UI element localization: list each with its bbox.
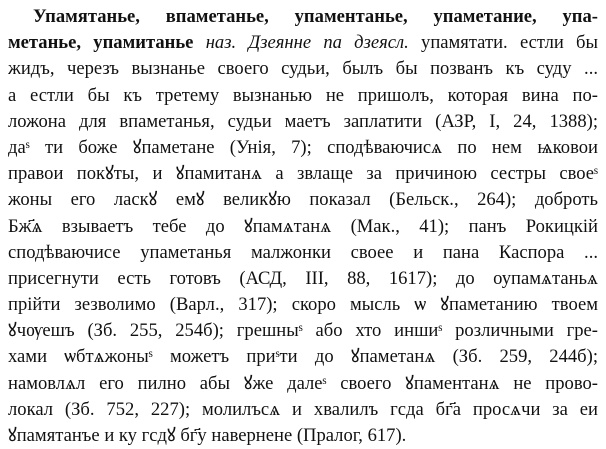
entry-line-10: сподѣваючисе упаметанья малжонки своее и пана Каспора ...	[8, 241, 598, 263]
entry-line-11: присегнути есть готовъ (АСД, III, 88, 1617); до оупамѧтаньѧ	[8, 267, 598, 289]
entry-line-8: жоны его ласкꙋ емꙋ великꙋю показал (Бельск., 264); доброть	[8, 189, 598, 211]
entry-line-3: жидъ, черезъ вызнанье своего судьи, былъ бы позванъ къ суду ...	[8, 58, 598, 80]
entry-line-9: Бж҃ѧ взываетъ тебе до ꙋпамѧтанѧ (Мак., 41); панъ Рокицкій	[8, 215, 598, 237]
entry-line-14: хами ѡбтѧжоныˢ можетъ приˢти до ꙋпаметанѧ (Зб. 259, 244б);	[8, 346, 598, 368]
entry-line-7: правои покꙋты, и ꙋпамитанѧ а звлаще за причиною сестры своеˢ	[8, 163, 598, 185]
entry-line-2	[8, 30, 598, 56]
entry-line-15: намовлѧл его пилно абы ꙋже далеˢ своего ꙋпаментанѧ не прово-	[8, 372, 598, 394]
entry-line-6: даˢ ти боже ꙋпаметане (Унія, 7); сподѣваючисѧ по нем ѩковои	[8, 136, 598, 158]
headword-variants: Упамятанье, впаметанье, упаментанье, упаметание, упа-	[33, 6, 598, 27]
entry-line-13: ꙋчѹешъ (Зб. 255, 254б); грешныˢ або хто иншиˢ розличными гре-	[8, 320, 598, 342]
headword-variants-end: метанье, упамитанье	[8, 32, 194, 54]
entry-line-12: прійти зезволимо (Варл., 317); скоро мысль ѡ ꙋпаметанию твоем	[8, 294, 598, 316]
entry-line-4: а естли бы къ третему вызнанью не пришолъ, которая вина по-	[8, 84, 598, 106]
definition-tail: упамятати. естли бы	[421, 32, 598, 54]
entry-line-16: локал (Зб. 752, 227); молилъсѧ и хвалилъ гсда бг҃а просѧчи за еи	[8, 398, 598, 420]
entry-line-1	[8, 4, 598, 30]
entry-line-5: ложона для впаметанья, судьи маетъ заплатити (АЗР, І, 24, 1388);	[8, 110, 598, 132]
entry-line-17: ꙋпамятанъе и ку гсдꙋ бг҃у навернене (Пралог, 617).	[8, 425, 407, 446]
definition: Дзеянне па дзеясл.	[248, 32, 409, 54]
dictionary-entry	[8, 4, 598, 449]
grammar-label: наз.	[205, 32, 237, 54]
